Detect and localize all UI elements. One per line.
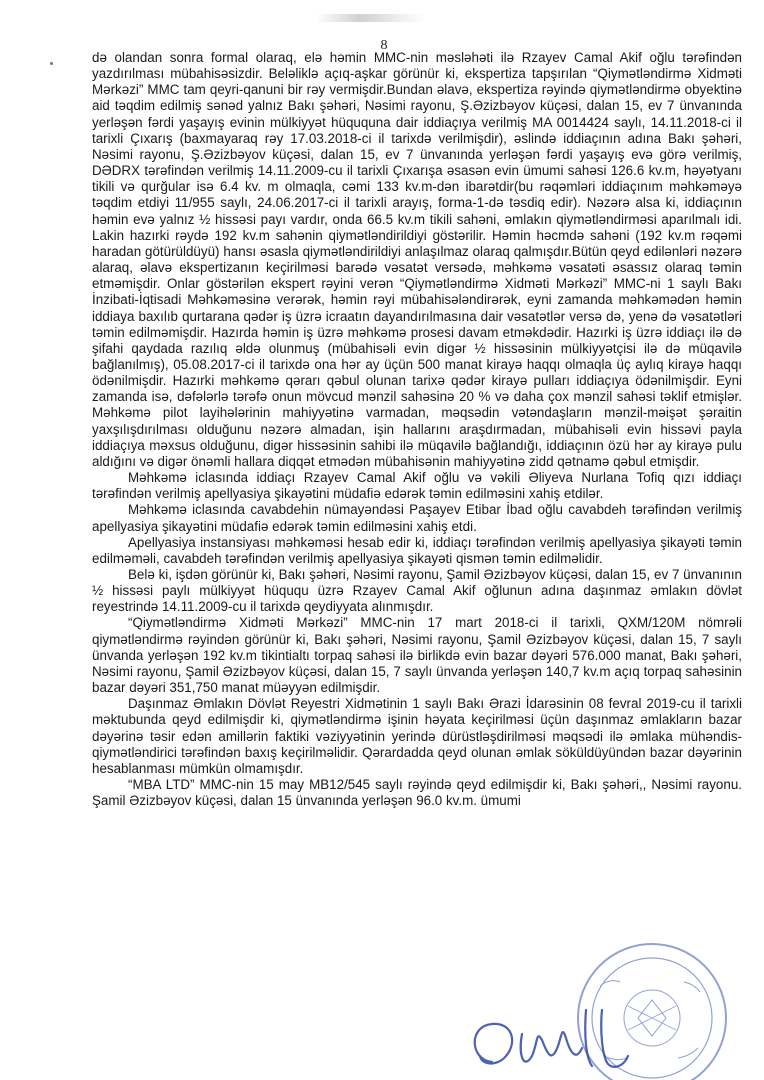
- scan-artifact: [316, 14, 426, 22]
- paragraph: Məhkəmə iclasında cavabdehin nümayəndəsi Paşayev Etibar İbad oğlu cavabdeh tərəfindən verilmiş apellyasiya şikayətini müdafiə edərək təmin edilməsini xahiş etdi.: [92, 502, 742, 534]
- margin-dot: [50, 62, 53, 65]
- paragraph: Məhkəmə iclasında iddiaçı Rzayev Camal Akif oğlu və vəkili Əliyeva Nurlana Tofiq qızı iddiaçı tərəfindən verilmiş apellyasiya şikayətini müdafiə edərək təmin edilməsini xahiş etdilər.: [92, 470, 742, 502]
- paragraph: də olandan sonra formal olaraq, elə həmin MMC-nin məsləhəti ilə Rzayev Camal Akif oğlu tərəfindən yazdırılması mübahisəsizdir. Beləliklə açıq-aşkar görünür ki, ekspertiza tapşırılan “Qiymətləndirmə Xidməti Mərkəzi” MMC tam qeyri-qanuni bir rəy vermişdir.Bundan əlavə, ekspertiza rəyində qiymətləndirmə obyektinə aid təqdim edilmiş sənəd yalnız Bakı şəhəri, Nəsimi rayonu, Ş.Əzizbəyov küçəsi, dalan 15, ev 7 ünvanında yerləşən fərdi yaşayış evinin mülkiyyət hüququna dair iddiaçıya verilmiş MA 0014424 saylı, 14.11.2018-ci il tarixli Çıxarış (baxmayaraq rəy 17.03.2018-ci il tarixdə verilmişdir), əslində iddiaçının adına Bakı şəhəri, Nəsimi rayonu, Ş.Əzizbəyov küçəsi, dalan 15, ev 7 ünvanında yerləşən fərdi yaşayış evə görə verilmiş, DƏDRX tərəfindən verilmiş 14.11.2009-cu il tarixli Çıxarışa əsasən evin ümumi sahəsi 126.6 kv.m, həyətyanı tikili və qurğular isə 6.4 kv. m olmaqla, cəmi 133 kv.m-dən ibarətdir(bu rəqəmləri iddiaçınım məhkəməyə təqdim etdiyi 11/955 saylı, 24.06.2017-ci il tarixli arayış, forma-1-də təsdiq edir). Nəzərə alsa ki, iddiaçının həmin evə yalnız ½ hissəsi payı vardır, onda 66.5 kv.m tikili sahəni, əmlakın qiymətləndirməsi aparılmalı idi. Lakin hazırki rəydə 192 kv.m sahənin qiymətləndirildiyi göstərilir. Həmin həcmdə sahəni (192 kv.m rəqəmi haradan götürüldüyü) hansı əsasla qiymətləndirildiyi anlaşılmaz olaraq qalmışdır.Bütün qeyd edilənləri nəzərə alaraq, əlavə ekspertizanın keçirilməsi barədə vəsatət versədə, məhkəmə vəsatəti əsassız olaraq təmin etməmişdir. Onlar göstərilən ekspert rəyini verən “Qiymətləndirmə Xidməti Mərkəzi” MMC-ni 1 saylı Bakı İnzibati-İqtisadi Məhkəməsinə verərək, həmin rəyi mübahisələndirərək, eyni zamanda məhkəmədən həmin iddiaya baxılıb qurtarana qədər iş üzrə icraatın dayandırılmasına dair vəsatətlər versə də, yenə də vəsatətləri təmin edilməmişdir. Hazırda həmin iş üzrə məhkəmə prosesi davam etməkdədir. Hazırki iş üzrə iddiaçı ilə də şifahi qaydada razılıq əldə olunmuş (mübahisəli evin digər ½ hissəsinin mülkiyyətçisi ilə də müqavilə bağlanılmış), 05.08.2017-ci il tarixdə ona hər ay üçün 500 manat kirayə haqqı olmaqla üç aylıq kirayə haqqı ödənilmişdir. Hazırki məhkəmə qərarı qəbul olunan tarixə qədər kirayə pulları iddiaçıya ödənilmişdir. Eyni zamanda isə, dəfələrlə tərəfə onun mövcud mənzil sahəsinə 20 % və daha çox mənzil sahəsi təklif etmişlər. Məhkəmə pilot layihələrinin mahiyyətinə varmadan, məqsədin vətəndaşların mənzil-məişət şəraitin yaxşılışdırılması olduğunu nəzərə almadan, işin hallarını araşdırmadan, mübahisəli evin hissəvi payla iddiaçıya məxsus olduğunu, digər hissəsinin sahibi ilə müqavilə bağlandığı, iddiaçının özü hər ay kirayə pulu aldığını və digər önəmli hallara diqqət etmədən mübahisənin mahiyyətinə zidd qətnamə qəbul etmişdir.: [92, 50, 742, 469]
- signature-mark: [475, 1010, 628, 1067]
- paragraph: Daşınmaz Əmlakın Dövlət Reyestri Xidmətinin 1 saylı Bakı Ərazi İdarəsinin 08 fevral 2019-cu il tarixli məktubunda qeyd edilmişdir ki, qiymətləndirmə işinin həyata keçirilməsi üçün daşınmaz əmlakların bazar dəyərinə təsir edən amillərin faktiki vəziyyətinin yerində dürüstləşdirilməsi məqsədi ilə əmlaka mühəndis-qiymətləndirici tərəfindən baxış keçirilməlidir. Qərardadda qeyd olunan əmlak söküldüyündən bazar dəyərinin hesablanması mümkün olmamışdır.: [92, 696, 742, 776]
- paragraph: Belə ki, işdən görünür ki, Bakı şəhəri, Nəsimi rayonu, Şamil Əzizbəyov küçəsi, dalan 15, ev 7 ünvanının ½ hissəsi paylı mülkiyyət hüququ üzrə Rzayev Camal Akif oğlunun adına daşınmaz əmlakın dövlət reyestrində 14.11.2009-cu il tarixdə qeydiyyata alınmışdır.: [92, 567, 742, 615]
- paragraph: Apellyasiya instansiyası məhkəməsi hesab edir ki, iddiaçı tərəfindən verilmiş apellyasiya şikayəti təmin edilməməli, cavabdeh tərəfindən verilmiş apellyasiya şikayəti qismən təmin edilməlidir.: [92, 534, 742, 566]
- paragraph: “MBA LTD” MMC-nin 15 may MB12/545 saylı rəyində qeyd edilmişdir ki, Bakı şəhəri,, Nəsimi rayonu. Şamil Əzizbəyov küçəsi, dalan 15 ünvanında yerləşən 96.0 kv.m. ümumi: [92, 777, 742, 809]
- seal-icon: [578, 944, 726, 1080]
- official-stamp-and-signature: [452, 906, 752, 1080]
- document-body: [92, 50, 742, 809]
- paragraph: “Qiymətləndirmə Xidməti Mərkəzi” MMC-nin 17 mart 2018-ci il tarixli, QXM/120M nömrəli qiymətləndirmə rəyindən görünür ki, Bakı şəhəri, Nəsimi rayonu, Şamil Əzizbəyov küçəsi, dalan 15, 7 saylı ünvanda yerləşən 192 kv.m tikintialtı torpaq sahəsi ilə birlikdə evin bazar dəyəri 576.000 manat, Bakı şəhəri, Nəsimi rayonu, Şamil Əzizbəyov küçəsi, dalan 15, 7 saylı ünvanda yerləşən 140,7 kv.m açıq torpaq sahəsinin bazar dəyəri 351,750 manat müəyyən edilmişdir.: [92, 615, 742, 696]
- page-number: 8: [380, 38, 388, 53]
